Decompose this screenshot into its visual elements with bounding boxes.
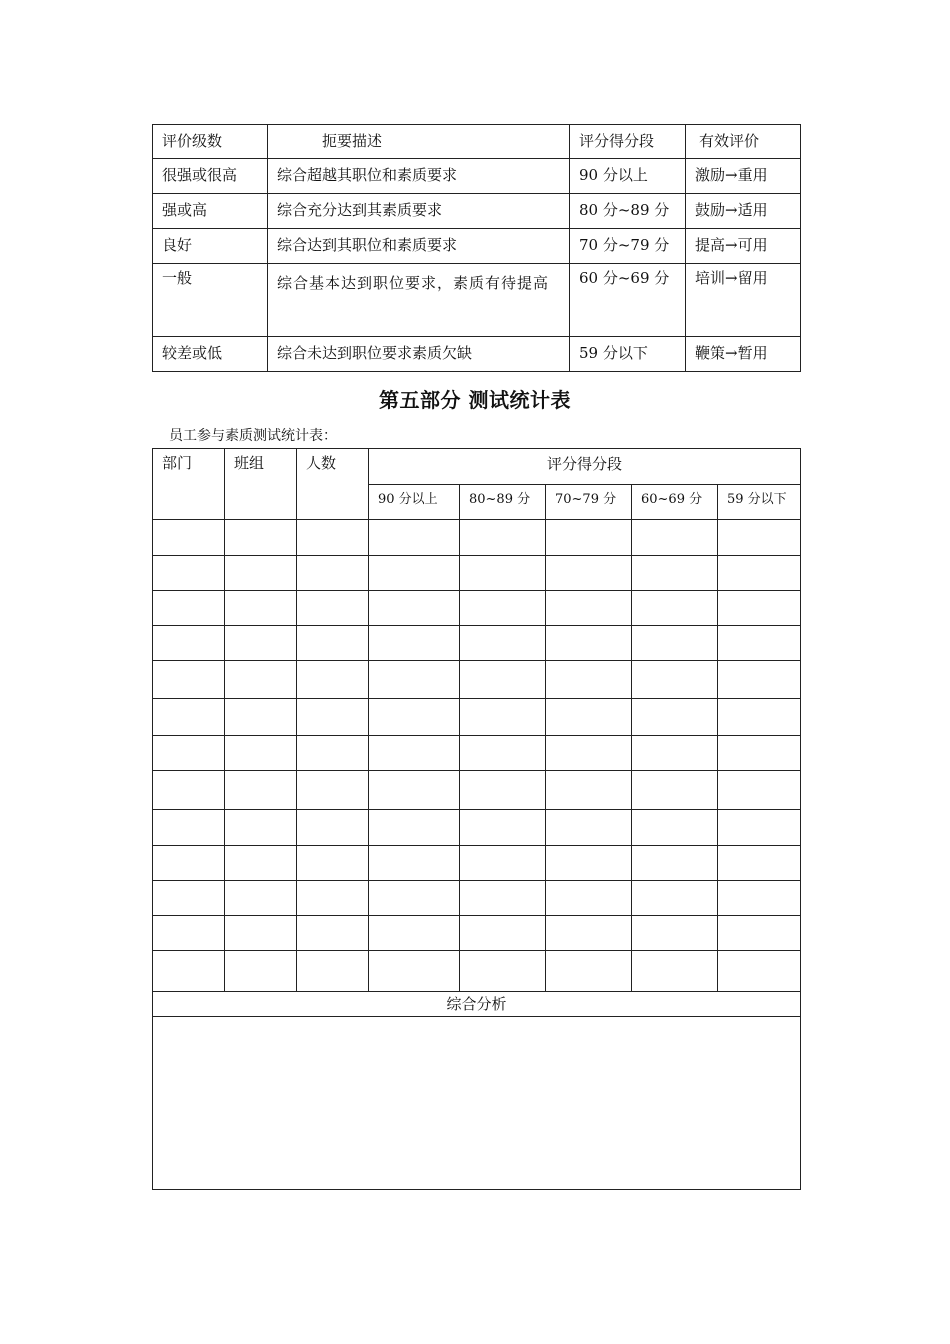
header-score-band: 评分得分段 — [570, 125, 686, 159]
blank-cell[interactable] — [460, 591, 546, 626]
blank-cell[interactable] — [297, 881, 369, 916]
table-row — [153, 810, 801, 846]
table-caption: 员工参与素质测试统计表： — [169, 428, 337, 444]
blank-cell[interactable] — [369, 771, 460, 810]
table-row — [153, 951, 801, 992]
blank-cell[interactable] — [632, 556, 718, 591]
analysis-body-row — [153, 1017, 801, 1190]
blank-cell[interactable] — [153, 951, 225, 992]
band-80-89: 80~89 分 — [460, 485, 546, 520]
blank-cell[interactable] — [369, 699, 460, 736]
blank-cell[interactable] — [632, 881, 718, 916]
cell-description: 综合超越其职位和素质要求 — [268, 159, 570, 194]
blank-cell[interactable] — [718, 591, 801, 626]
blank-cell[interactable] — [153, 699, 225, 736]
blank-cell[interactable] — [632, 520, 718, 556]
blank-cell[interactable] — [546, 736, 632, 771]
blank-cell[interactable] — [546, 556, 632, 591]
stats-header-row — [153, 449, 801, 485]
blank-cell[interactable] — [369, 626, 460, 661]
blank-cell[interactable] — [297, 661, 369, 699]
blank-cell[interactable] — [546, 810, 632, 846]
blank-cell[interactable] — [297, 951, 369, 992]
header-team: 班组 — [225, 449, 297, 520]
blank-cell[interactable] — [632, 591, 718, 626]
band-70-79: 70~79 分 — [546, 485, 632, 520]
blank-cell[interactable] — [225, 736, 297, 771]
blank-cell[interactable] — [225, 556, 297, 591]
cell-description: 综合未达到职位要求素质欠缺 — [268, 337, 570, 372]
blank-cell[interactable] — [546, 699, 632, 736]
blank-cell[interactable] — [369, 881, 460, 916]
blank-cell[interactable] — [369, 520, 460, 556]
cell-score-band: 70 分~79 分 — [570, 229, 686, 264]
table-row — [153, 229, 801, 264]
blank-cell[interactable] — [460, 699, 546, 736]
blank-cell[interactable] — [718, 881, 801, 916]
blank-cell[interactable] — [718, 520, 801, 556]
blank-cell[interactable] — [460, 881, 546, 916]
blank-cell[interactable] — [718, 846, 801, 881]
blank-cell[interactable] — [460, 951, 546, 992]
blank-cell[interactable] — [297, 736, 369, 771]
blank-cell[interactable] — [546, 520, 632, 556]
cell-level: 一般 — [153, 264, 268, 337]
blank-cell[interactable] — [225, 846, 297, 881]
blank-cell[interactable] — [369, 661, 460, 699]
blank-cell[interactable] — [153, 810, 225, 846]
table-row — [153, 591, 801, 626]
blank-cell[interactable] — [369, 916, 460, 951]
blank-cell[interactable] — [225, 699, 297, 736]
header-level: 评价级数 — [153, 125, 268, 159]
cell-score-band: 80 分~89 分 — [570, 194, 686, 229]
blank-cell[interactable] — [718, 916, 801, 951]
blank-cell[interactable] — [297, 626, 369, 661]
cell-level: 很强或很高 — [153, 159, 268, 194]
blank-cell[interactable] — [546, 771, 632, 810]
blank-cell[interactable] — [718, 771, 801, 810]
section-title: 第五部分 测试统计表 — [379, 388, 571, 412]
blank-cell[interactable] — [369, 846, 460, 881]
cell-level: 较差或低 — [153, 337, 268, 372]
blank-cell[interactable] — [225, 810, 297, 846]
blank-cell[interactable] — [153, 771, 225, 810]
blank-cell[interactable] — [632, 951, 718, 992]
blank-cell[interactable] — [460, 626, 546, 661]
analysis-area[interactable] — [153, 1017, 801, 1190]
header-department: 部门 — [153, 449, 225, 520]
blank-cell[interactable] — [460, 810, 546, 846]
blank-cell[interactable] — [632, 810, 718, 846]
blank-cell[interactable] — [460, 736, 546, 771]
header-description: 扼要描述 — [268, 125, 570, 159]
blank-cell[interactable] — [153, 846, 225, 881]
rating-table-header — [153, 125, 801, 159]
table-row — [153, 159, 801, 194]
table-row — [153, 520, 801, 556]
blank-cell[interactable] — [546, 591, 632, 626]
blank-cell[interactable] — [546, 661, 632, 699]
analysis-label: 综合分析 — [153, 992, 801, 1017]
blank-cell[interactable] — [225, 591, 297, 626]
analysis-label-row — [153, 992, 801, 1017]
table-row — [153, 881, 801, 916]
band-90-plus: 90 分以上 — [369, 485, 460, 520]
band-60-69: 60~69 分 — [632, 485, 718, 520]
table-row — [153, 771, 801, 810]
blank-cell[interactable] — [718, 626, 801, 661]
cell-score-band: 90 分以上 — [570, 159, 686, 194]
blank-cell[interactable] — [632, 771, 718, 810]
blank-cell[interactable] — [153, 916, 225, 951]
blank-cell[interactable] — [225, 951, 297, 992]
blank-cell[interactable] — [632, 846, 718, 881]
blank-cell[interactable] — [297, 556, 369, 591]
blank-cell[interactable] — [632, 626, 718, 661]
table-row — [153, 264, 801, 337]
blank-cell[interactable] — [297, 591, 369, 626]
blank-cell[interactable] — [225, 771, 297, 810]
blank-cell[interactable] — [297, 520, 369, 556]
blank-cell[interactable] — [369, 951, 460, 992]
blank-cell[interactable] — [153, 661, 225, 699]
blank-cell[interactable] — [153, 736, 225, 771]
table-row — [153, 661, 801, 699]
blank-cell[interactable] — [153, 881, 225, 916]
table-row — [153, 846, 801, 881]
table-row — [153, 699, 801, 736]
cell-description: 综合基本达到职位要求，素质有待提高 — [268, 264, 570, 337]
blank-cell[interactable] — [153, 520, 225, 556]
blank-cell[interactable] — [546, 916, 632, 951]
blank-cell[interactable] — [632, 699, 718, 736]
blank-cell[interactable] — [546, 881, 632, 916]
blank-cell[interactable] — [153, 591, 225, 626]
blank-cell[interactable] — [297, 699, 369, 736]
cell-evaluation: 激励→重用 — [686, 159, 801, 194]
blank-cell[interactable] — [546, 846, 632, 881]
blank-cell[interactable] — [460, 846, 546, 881]
blank-cell[interactable] — [297, 771, 369, 810]
table-row — [153, 916, 801, 951]
blank-cell[interactable] — [718, 661, 801, 699]
blank-cell[interactable] — [460, 771, 546, 810]
cell-evaluation: 鼓励→适用 — [686, 194, 801, 229]
header-score-band: 评分得分段 — [369, 449, 801, 485]
blank-cell[interactable] — [369, 591, 460, 626]
blank-cell[interactable] — [369, 556, 460, 591]
header-evaluation: 有效评价 — [686, 125, 801, 159]
table-row — [153, 556, 801, 591]
cell-level: 良好 — [153, 229, 268, 264]
blank-cell[interactable] — [632, 661, 718, 699]
stats-table — [152, 448, 801, 1190]
table-row — [153, 194, 801, 229]
blank-cell[interactable] — [369, 736, 460, 771]
cell-score-band: 60 分~69 分 — [570, 264, 686, 337]
blank-cell[interactable] — [225, 661, 297, 699]
cell-description: 综合达到其职位和素质要求 — [268, 229, 570, 264]
blank-cell[interactable] — [225, 916, 297, 951]
blank-cell[interactable] — [225, 881, 297, 916]
table-row — [153, 736, 801, 771]
blank-cell[interactable] — [460, 916, 546, 951]
blank-cell[interactable] — [718, 699, 801, 736]
blank-rows — [153, 520, 801, 992]
rating-table — [152, 124, 801, 372]
cell-score-band: 59 分以下 — [570, 337, 686, 372]
blank-cell[interactable] — [460, 661, 546, 699]
blank-cell[interactable] — [297, 916, 369, 951]
blank-cell[interactable] — [632, 736, 718, 771]
band-59-below: 59 分以下 — [718, 485, 801, 520]
blank-cell[interactable] — [718, 951, 801, 992]
blank-cell[interactable] — [546, 626, 632, 661]
blank-cell[interactable] — [153, 626, 225, 661]
blank-cell[interactable] — [718, 810, 801, 846]
blank-cell[interactable] — [718, 736, 801, 771]
blank-cell[interactable] — [546, 951, 632, 992]
blank-cell[interactable] — [297, 810, 369, 846]
blank-cell[interactable] — [225, 520, 297, 556]
cell-evaluation: 提高→可用 — [686, 229, 801, 264]
cell-evaluation: 培训→留用 — [686, 264, 801, 337]
cell-description: 综合充分达到其素质要求 — [268, 194, 570, 229]
cell-evaluation: 鞭策→暂用 — [686, 337, 801, 372]
blank-cell[interactable] — [460, 556, 546, 591]
table-row — [153, 337, 801, 372]
cell-level: 强或高 — [153, 194, 268, 229]
header-headcount: 人数 — [297, 449, 369, 520]
table-row — [153, 626, 801, 661]
blank-cell[interactable] — [460, 520, 546, 556]
blank-cell[interactable] — [369, 810, 460, 846]
blank-cell[interactable] — [632, 916, 718, 951]
blank-cell[interactable] — [297, 846, 369, 881]
blank-cell[interactable] — [225, 626, 297, 661]
blank-cell[interactable] — [153, 556, 225, 591]
blank-cell[interactable] — [718, 556, 801, 591]
